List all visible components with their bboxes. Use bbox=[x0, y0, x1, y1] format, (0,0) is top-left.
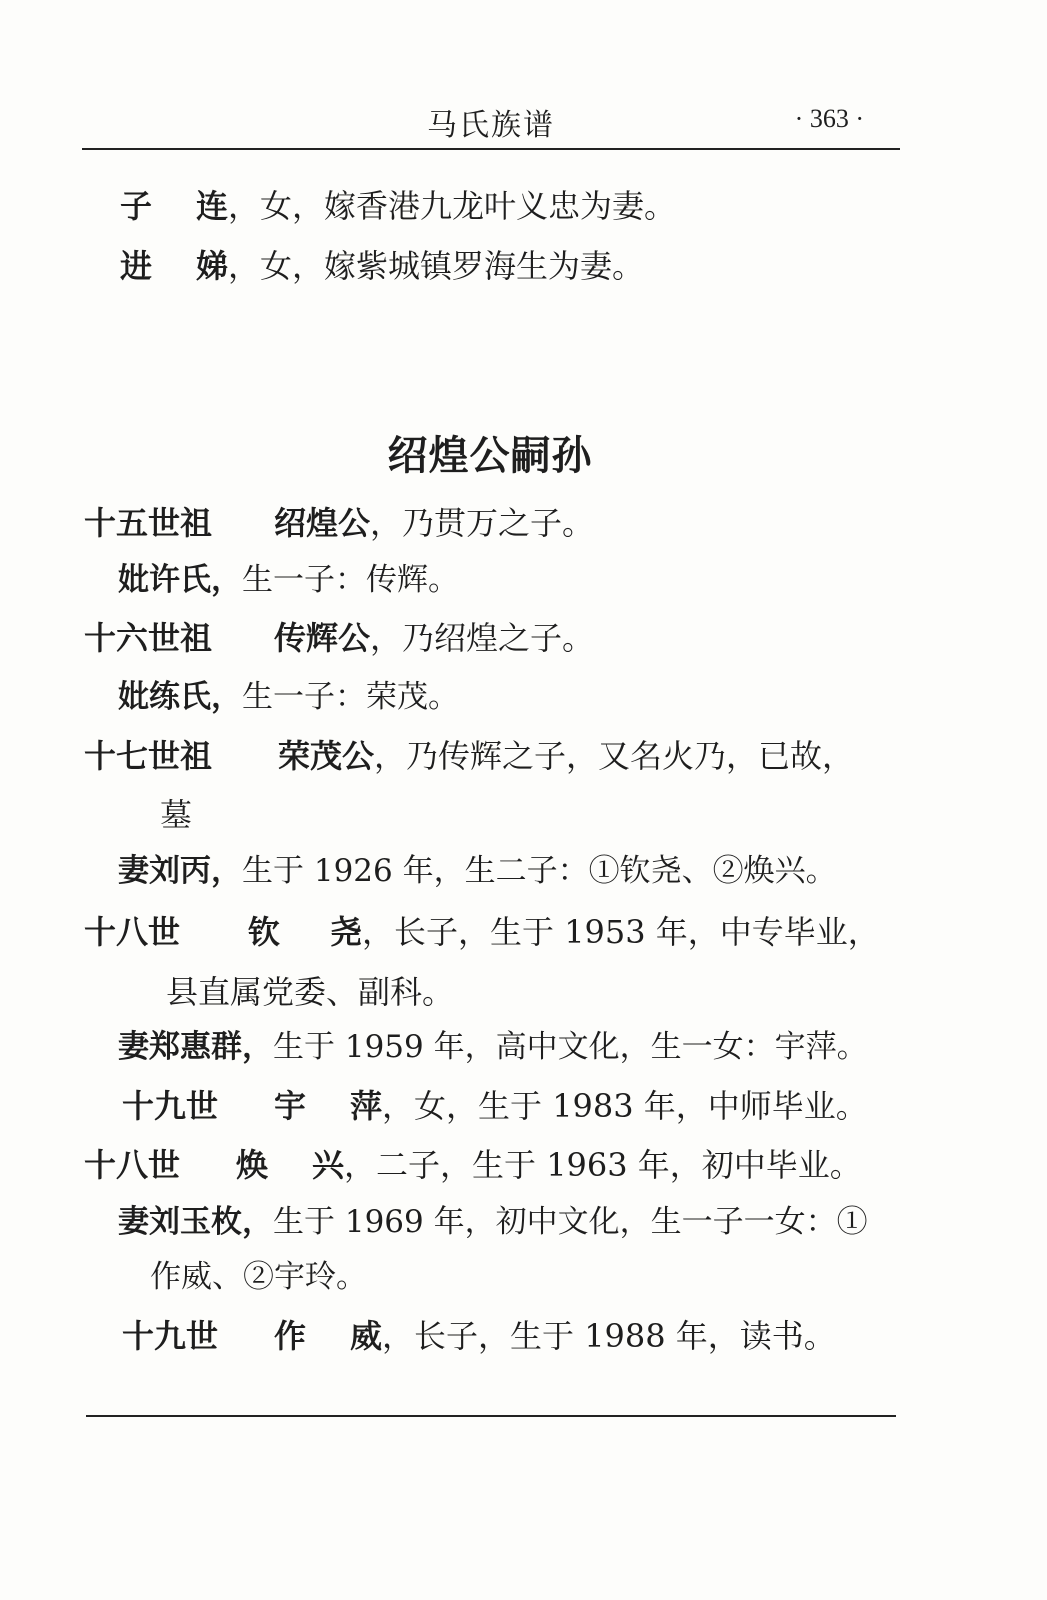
entry-g18-qinyao-wife bbox=[118, 1027, 868, 1067]
generation-label: 十九世 bbox=[122, 1087, 219, 1125]
page-number: · 363 · bbox=[794, 104, 864, 133]
person-name-second: 威 bbox=[350, 1317, 383, 1355]
generation-label: 十八世 bbox=[84, 1146, 181, 1184]
entry-g18-huanxing bbox=[84, 1145, 862, 1185]
generation-label: 十五世祖 bbox=[84, 504, 213, 542]
person-name-first: 焕 bbox=[236, 1146, 269, 1184]
entry-text: ，乃贯万之子。 bbox=[370, 504, 595, 542]
entry-text: ，女，生于 1983 年，中师毕业。 bbox=[382, 1087, 868, 1125]
page-header bbox=[82, 100, 900, 146]
entry-text: ，二子，生于 1963 年，初中毕业。 bbox=[344, 1146, 862, 1184]
entry-g15 bbox=[84, 503, 594, 543]
entry-name-first: 进 bbox=[120, 247, 153, 285]
spouse-label: 妣练氏， bbox=[118, 679, 242, 715]
spouse-label: 妻刘丙， bbox=[118, 853, 242, 889]
entry-text: ，女，嫁紫城镇罗海生为妻。 bbox=[228, 247, 645, 285]
entry-name-first: 子 bbox=[120, 187, 153, 225]
entry-g18-qinyao bbox=[84, 912, 880, 952]
generation-label: 十七世祖 bbox=[84, 737, 213, 775]
entry-text: 生一子：传辉。 bbox=[242, 562, 459, 598]
entry-g17-wife bbox=[118, 851, 837, 891]
entry-g16 bbox=[84, 618, 594, 658]
person-name-second: 兴 bbox=[312, 1146, 345, 1184]
entry-text: 生于 1959 年，高中文化，生一女：宇萍。 bbox=[273, 1029, 868, 1065]
footer-rule bbox=[86, 1415, 896, 1417]
entry-g18-qinyao-continued: 县直属党委、副科。 bbox=[166, 973, 455, 1011]
generation-label: 十六世祖 bbox=[84, 619, 213, 657]
entry-text: 生于 1969 年，初中文化，生一子一女：① bbox=[273, 1204, 868, 1240]
entry-g15-wife bbox=[118, 560, 459, 600]
entry-g18-huanxing-wife-continued: 作威、②宇玲。 bbox=[150, 1259, 367, 1295]
spouse-label: 妻郑惠群， bbox=[118, 1029, 273, 1065]
entry-g19-yuping bbox=[122, 1086, 868, 1126]
entry-text: ，乃绍煌之子。 bbox=[370, 619, 595, 657]
person-name: 荣茂公 bbox=[278, 737, 375, 775]
running-title: 马氏族谱 bbox=[427, 108, 555, 143]
person-name-first: 钦 bbox=[248, 913, 281, 951]
entry-g17-continued: 墓 bbox=[160, 796, 193, 834]
entry-zilian bbox=[120, 186, 676, 226]
person-name: 传辉公 bbox=[274, 619, 371, 657]
entry-text: ，乃传辉之子，又名火乃，已故， bbox=[374, 737, 855, 775]
entry-g19-zuowei bbox=[122, 1316, 836, 1356]
entry-text: ，长子，生于 1988 年，读书。 bbox=[382, 1317, 836, 1355]
generation-label: 十八世 bbox=[84, 913, 181, 951]
header-rule bbox=[82, 148, 900, 150]
person-name-first: 作 bbox=[274, 1317, 307, 1355]
person-name-second: 萍 bbox=[350, 1087, 383, 1125]
spouse-label: 妻刘玉枚， bbox=[118, 1204, 273, 1240]
entry-text: 生一子：荣茂。 bbox=[242, 679, 459, 715]
entry-g18-huanxing-wife bbox=[118, 1202, 868, 1242]
entry-text: ，长子，生于 1953 年，中专毕业， bbox=[362, 913, 880, 951]
entry-jinti bbox=[120, 246, 644, 286]
entry-g17 bbox=[84, 736, 854, 776]
person-name: 绍煌公 bbox=[274, 504, 371, 542]
entry-text: 生于 1926 年，生二子：①钦尧、②焕兴。 bbox=[242, 853, 837, 889]
generation-label: 十九世 bbox=[122, 1317, 219, 1355]
person-name-first: 宇 bbox=[274, 1087, 307, 1125]
person-name-second: 尧 bbox=[330, 913, 363, 951]
entry-name-second: 娣 bbox=[196, 247, 229, 285]
entry-text: ，女，嫁香港九龙叶义忠为妻。 bbox=[228, 187, 677, 225]
spouse-label: 妣许氏， bbox=[118, 562, 242, 598]
section-heading: 绍煌公嗣孙 bbox=[387, 433, 593, 479]
entry-name-second: 连 bbox=[196, 187, 229, 225]
entry-g16-wife bbox=[118, 677, 459, 717]
